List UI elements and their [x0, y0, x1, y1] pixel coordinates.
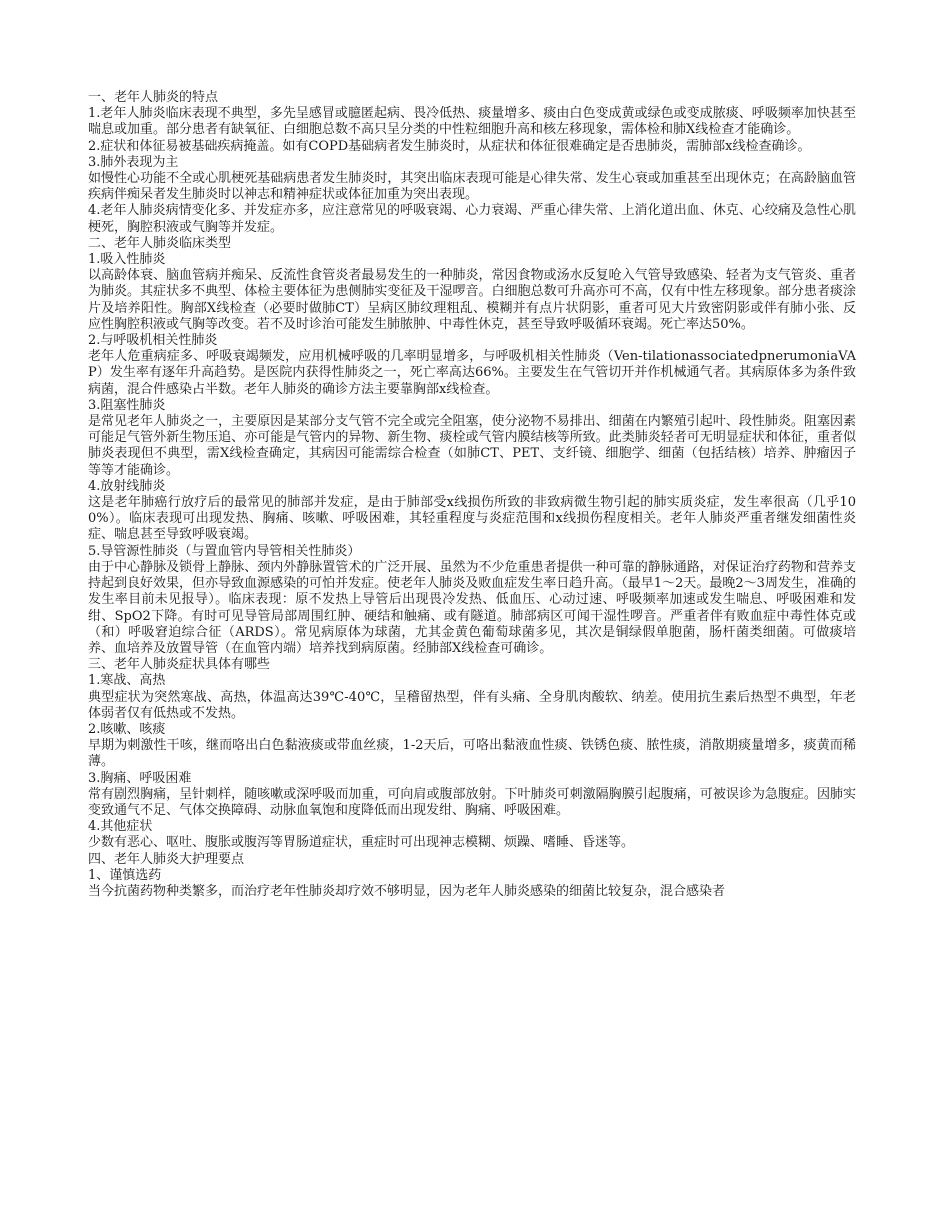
paragraph: 1.老年人肺炎临床表现不典型，多先呈感冒或臆匿起病、畏冷低热、痰量增多、痰由白色变成黄或绿色或变成脓痰、呼吸频率加快甚至喘息或加重。部分患者有缺氧征、白细胞总数不高只呈分类的中性粒细胞升高和核左移现象，需体检和肺X线检查才能确诊。: [88, 106, 856, 138]
paragraph: 常有剧烈胸痛，呈针刺样，随咳嗽或深呼吸而加重，可向肩或腹部放射。下叶肺炎可刺激隔胸膜引起腹痛，可被误诊为急腹症。因肺实变致通气不足、气体交换障碍、动脉血氧饱和度降低而出现发绀、胸痛、呼吸困难。: [88, 786, 856, 818]
section-heading: 3.肺外表现为主: [88, 154, 179, 170]
paragraph: 由于中心静脉及锁骨上静脉、颈内外静脉置管术的广泛开展、虽然为不少危重患者提供一种可靠的静脉通路，对保证治疗药物和营养支持起到良好效果，但亦导致血源感染的可怕并发症。使老年人肺炎及败血症发生率日趋升高。（最早1～2天。最晚2～3周发生，准确的发生率目前未见报导）。临床表现：原不发热上导管后出现畏冷发热、低血压、心动过速、呼吸频率加速或发生喘息、呼吸困难和发绀、SpO2下降。有时可见导管局部周围红肿、硬结和触痛、或有隧道。肺部病区可闻干湿性啰音。严重者伴有败血症中毒性体克或（和）呼吸窘迫综合征（ARDS）。常见病原体为球菌，尤其金黄色葡萄球菌多见，其次是铜绿假单胞菌，肠杆菌类细菌。可做痰培养、血培养及放置导管（在血管内端）培养找到病原菌。经肺部X线检查可确诊。: [88, 559, 856, 656]
paragraph: 如慢性心功能不全或心肌梗死基础病患者发生肺炎时，其突出临床表现可能是心律失常、发生心衰或加重甚至出现休克；在高龄脑血管疾病伴痴呆者发生肺炎时以神志和精神症状或体征加重为突出表现。: [88, 171, 856, 203]
section-heading: 四、老年人肺炎大护理要点: [88, 851, 245, 867]
section-heading: 4.其他症状: [88, 819, 153, 835]
section-heading: 3.阻塞性肺炎: [88, 397, 166, 413]
paragraph: 是常见老年人肺炎之一，主要原因是某部分支气管不完全或完全阻塞，使分泌物不易排出、细菌在内繁殖引起叶、段性肺炎。阻塞因素可能足气管外新生物压追、亦可能是气管内的异物、新生物、痰栓或气管内膜结核等所致。此类肺炎轻者可无明显症状和体征，重者似肺炎表现但不典型，需X线检查确定，其病因可能需综合检查（如肺CT、PET、支纤镜、细胞学、细菌（包括结核）培养、肿瘤因子等等才能确诊。: [88, 414, 856, 478]
paragraph: 4.老年人肺炎病情变化多、并发症亦多，应注意常见的呼吸衰竭、心力衰竭、严重心律失常、上消化道出血、休克、心绞痛及急性心肌梗死，胸腔积液或气胸等并发症。: [88, 203, 856, 235]
paragraph: 2.症状和体征易被基础疾病掩盖。如有COPD基础病者发生肺炎时，从症状和体征很难确定是否患肺炎，需肺部x线检查确诊。: [88, 138, 811, 154]
section-heading: 2.与呼吸机相关性肺炎: [88, 333, 218, 349]
section-heading: 二、老年人肺炎临床类型: [88, 235, 232, 251]
paragraph: 以高龄体衰、脑血管病并痴呆、反流性食管炎者最易发生的一种肺炎，常因食物或汤水反复呛入气管导致感染、轻者为支气管炎、重者为肺炎。其症状多不典型、体检主要体征为患侧肺实变征及干湿啰音。白细胞总数可升高亦可不高，仅有中性左移现象。部分患者痰涂片及培养阳性。胸部X线检查（必要时做肺CT）呈病区肺纹理粗乱、模糊并有点片状阴影，重者可见大片致密阴影或伴有肺小张、反应性胸腔积液或气胸等改变。若不及时诊治可能发生肺脓肿、中毒性休克，甚至导致呼吸循环衰竭。死亡率达50%。: [88, 268, 856, 332]
section-heading: 三、老年人肺炎症状具体有哪些: [88, 657, 271, 673]
section-heading: 1、谨慎选药: [88, 867, 162, 883]
section-heading: 一、老年人肺炎的特点: [88, 90, 219, 105]
section-heading: 1.吸入性肺炎: [88, 252, 166, 268]
paragraph: 少数有恶心、呕吐、腹胀或腹泻等胃肠道症状，重症时可出现神志模糊、烦躁、嗜睡、昏迷等。: [88, 835, 635, 851]
paragraph: 早期为刺激性干咳，继而咯出白色黏液痰或带血丝痰，1-2天后，可咯出黏液血性痰、铁锈色痰、脓性痰，消散期痰量增多，痰黄而稀薄。: [88, 738, 856, 770]
section-heading: 2.咳嗽、咳痰: [88, 721, 166, 737]
paragraph: 老年人危重病症多、呼吸衰竭频发，应用机械呼吸的几率明显增多，与呼吸机相关性肺炎（Ven-tilationassociatedpnerumoniaVAP）发生率有逐年升高趋势。是医院内获得性肺炎之一，死亡率高达66%。主要发生在气管切开并作机械通气者。其病原体多为条件致病菌，混合件感染占半数。老年人肺炎的确诊方法主要靠胸部x线检查。: [88, 349, 856, 397]
paragraph: 这是老年肺癌行放疗后的最常见的肺部并发症，是由于肺部受x线损伤所致的非致病微生物引起的肺实质炎症，发生率很高（几乎100%）。临床表现可出现发热、胸痛、咳嗽、呼吸困难，其轻重程度与炎症范围和x线损伤程度相关。老年人肺炎严重者继发细菌性炎症、喘息甚至导致呼吸衰竭。: [88, 495, 856, 543]
document-body: [88, 90, 856, 900]
section-heading: 5.导管源性肺炎（与置血管内导管相关性肺炎）: [88, 543, 361, 559]
section-heading: 3.胸痛、呼吸困难: [88, 770, 192, 786]
paragraph: 当今抗菌药物种类繁多，而治疗老年性肺炎却疗效不够明显，因为老年人肺炎感染的细菌比较复杂，混合感染者: [88, 883, 726, 899]
section-heading: 4.放射线肺炎: [88, 478, 166, 494]
paragraph: 典型症状为突然寒战、高热，体温高达39℃-40℃，呈稽留热型，伴有头痛、全身肌肉酸软、纳差。使用抗生素后热型不典型，年老体弱者仅有低热或不发热。: [88, 689, 856, 721]
section-heading: 1.寒战、高热: [88, 673, 166, 689]
